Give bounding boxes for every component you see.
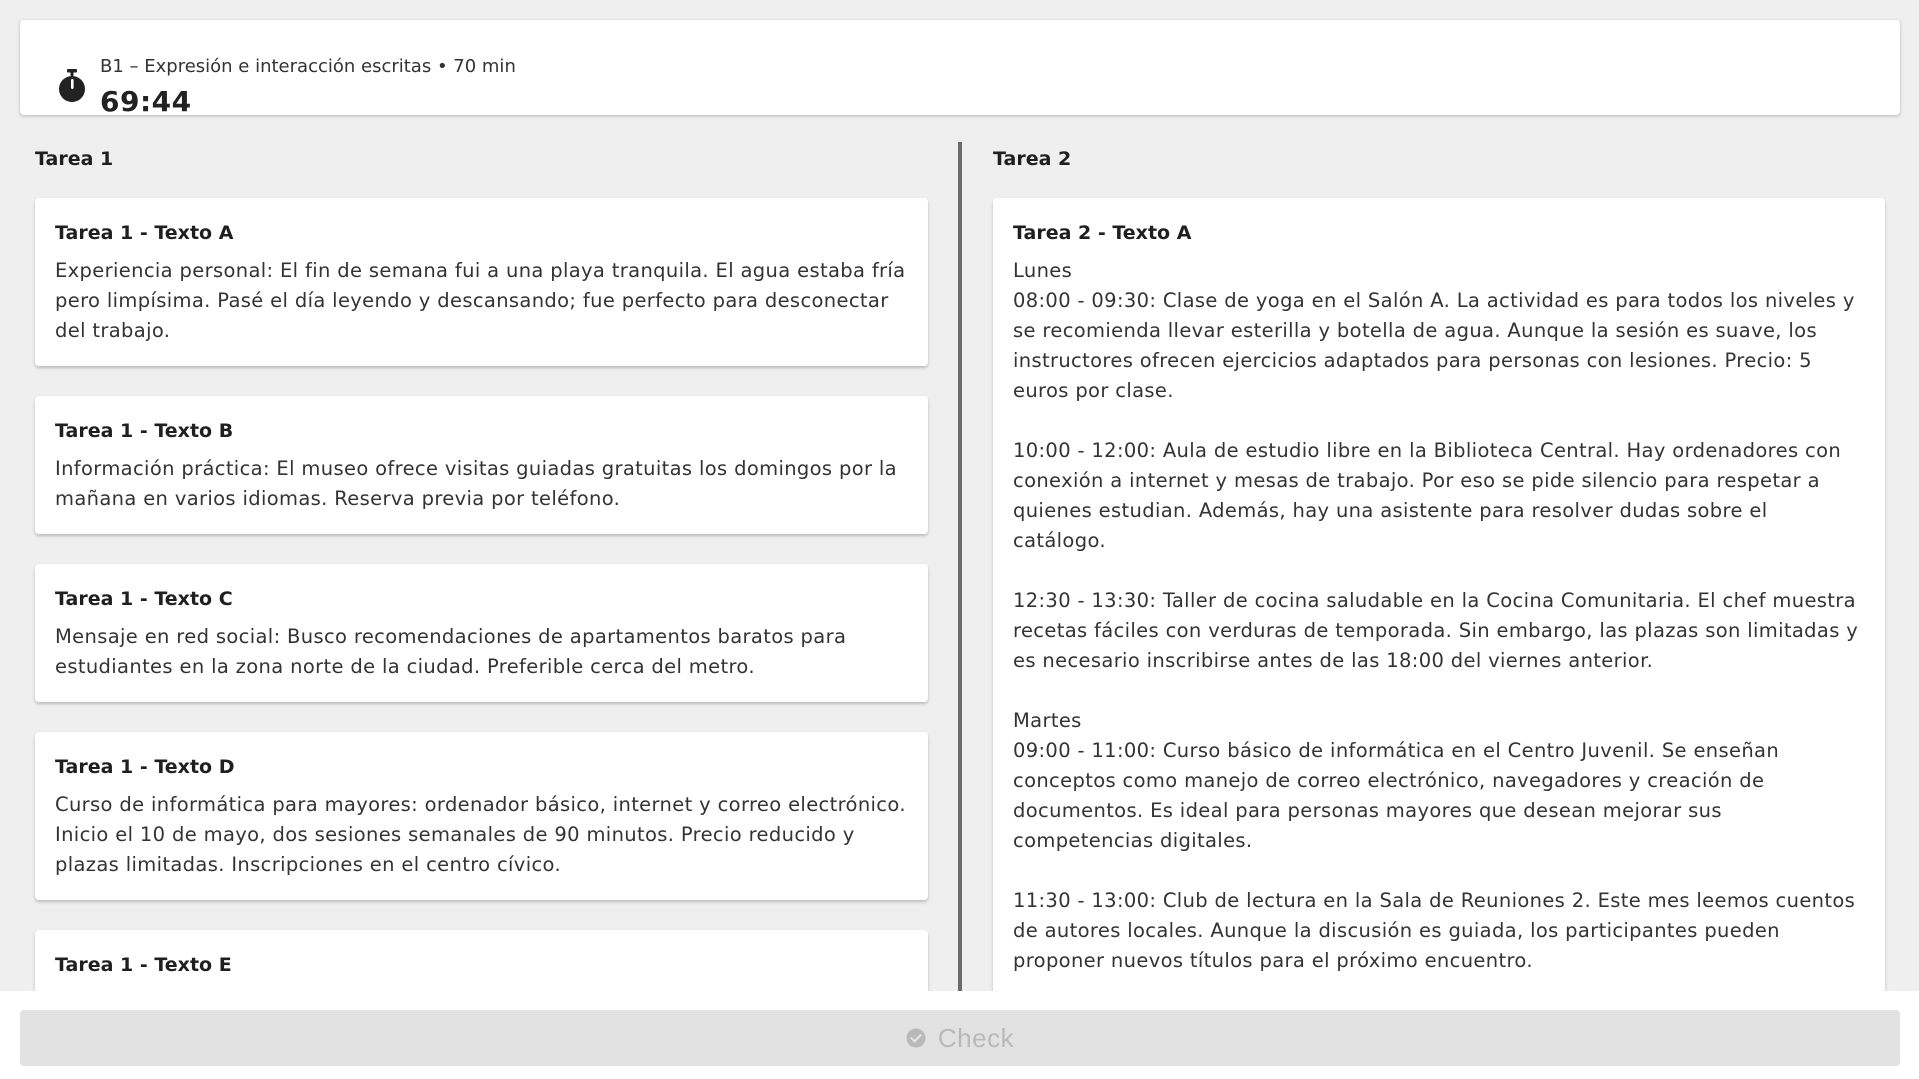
card-title: Tarea 1 - Texto E (55, 954, 232, 976)
exam-header (20, 20, 1900, 118)
text-card (35, 198, 928, 366)
card-body: Información práctica: El museo ofrece visitas guiadas gratuitas los domingos por la mañana en varios idiomas. Reserva previa por teléfono. (55, 457, 897, 510)
card-body: Curso de informática para mayores: ordenador básico, internet y correo electrónico. Inicio el 10 de mayo, dos sesiones semanales de 90 minutos. Precio reducido y plazas limitadas. Inscripciones en el centro cívico. (55, 793, 906, 876)
column-divider (958, 142, 962, 991)
check-circle-icon (906, 1028, 926, 1048)
card-title: Tarea 2 - Texto A (1013, 222, 1192, 244)
text-card (35, 564, 928, 702)
footer-bar (0, 991, 1919, 1079)
tarea-1-column[interactable] (35, 142, 928, 991)
card-body: Lunes 08:00 - 09:30: Clase de yoga en el Salón A. La actividad es para todos los niveles y se recomienda llevar esterilla y botella de agua. Aunque la sesión es suave, los instructores ofrecen ejercicios adaptados para personas con lesiones. Precio: 5 euros por clase. 10:00 - 12:00: Aula de estudio libre en la Biblioteca Central. Hay ordenadores con conexión a internet y mesas de trabajo. Por eso se pide silencio para respetar a quienes estudian. Además, hay una asistente para resolver dudas sobre el catálogo. 12:30 - 13:30: Taller de cocina saludable en la Cocina Comunitaria. El chef muestra recetas fáciles con verduras de temporada. Sin embargo, las plazas son limitadas y es necesario inscribirse antes de las 18:00 del viernes anterior. Martes 09:00 - 11:00: Curso básico de informática en el Centro Juvenil. Se enseñan conceptos como manejo de correo electrónico, navegadores y creación de documentos. Es ideal para personas mayores que desean mejorar sus competencias digitales. 11:30 - 13:00: Club de lectura en la Sala de Reuniones 2. Este mes leemos cuentos de autores locales. Aunque la discusión es guiada, los participantes pueden proponer nuevos títulos para el próximo encuentro. (1013, 259, 1859, 972)
text-card (993, 198, 1885, 1056)
check-button-label: Check (937, 1022, 1015, 1053)
countdown-timer: 69:44 (100, 85, 192, 118)
tarea-1-heading: Tarea 1 (35, 148, 114, 170)
stopwatch-icon (56, 68, 88, 104)
text-card (35, 732, 928, 900)
check-button[interactable] (20, 1010, 1900, 1066)
card-title: Tarea 1 - Texto C (55, 588, 233, 610)
text-card (35, 396, 928, 534)
card-body: Experiencia personal: El fin de semana fui a una playa tranquila. El agua estaba fría pero limpísima. Pasé el día leyendo y descansando; fue perfecto para desconectar del trabajo. (55, 259, 906, 342)
tarea-2-card-list (993, 198, 1885, 1056)
exam-title: B1 – Expresión e interacción escritas • 70 min (100, 56, 516, 77)
card-body: Mensaje en red social: Busco recomendaciones de apartamentos baratos para estudiantes en la zona norte de la ciudad. Preferible cerca del metro. (55, 625, 847, 678)
card-title: Tarea 1 - Texto A (55, 222, 234, 244)
tarea-1-card-list (35, 198, 928, 1008)
card-title: Tarea 1 - Texto B (55, 420, 234, 442)
tarea-2-heading: Tarea 2 (993, 148, 1072, 170)
tarea-2-column[interactable] (993, 142, 1885, 991)
card-title: Tarea 1 - Texto D (55, 756, 235, 778)
